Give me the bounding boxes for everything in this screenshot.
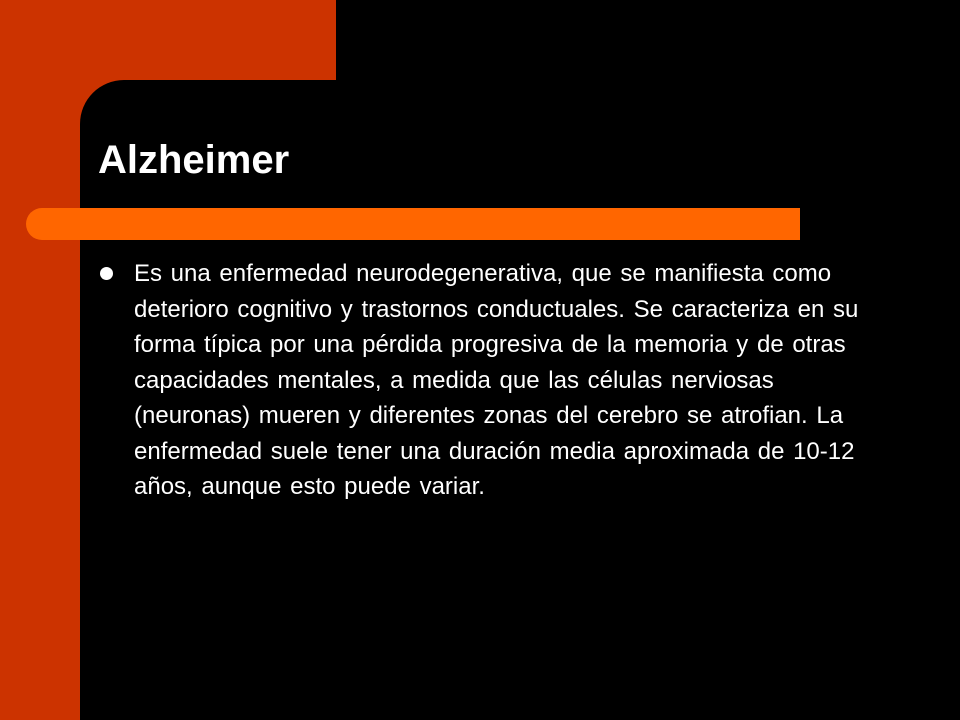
slide-title: Alzheimer — [98, 138, 290, 182]
bullet-dot-icon — [100, 267, 113, 280]
slide-body — [98, 256, 868, 505]
title-accent-bar — [26, 208, 800, 240]
bullet-text: Es una enfermedad neurodegenerativa, que se manifiesta como deterioro cognitivo y trastornos conductuales. Se caracteriza en su forma típica por una pérdida progresiva de la memoria y de otras capacidades mentales, a medida que las células nerviosas (neuronas) mueren y diferentes zonas del cerebro se atrofian. La enfermedad suele tener una duración media aproximada de 10-12 años, aunque esto puede variar. — [134, 260, 859, 500]
title-accent-bar-tip — [784, 208, 800, 240]
bullet-item — [98, 256, 868, 505]
orange-frame-left — [0, 0, 80, 720]
